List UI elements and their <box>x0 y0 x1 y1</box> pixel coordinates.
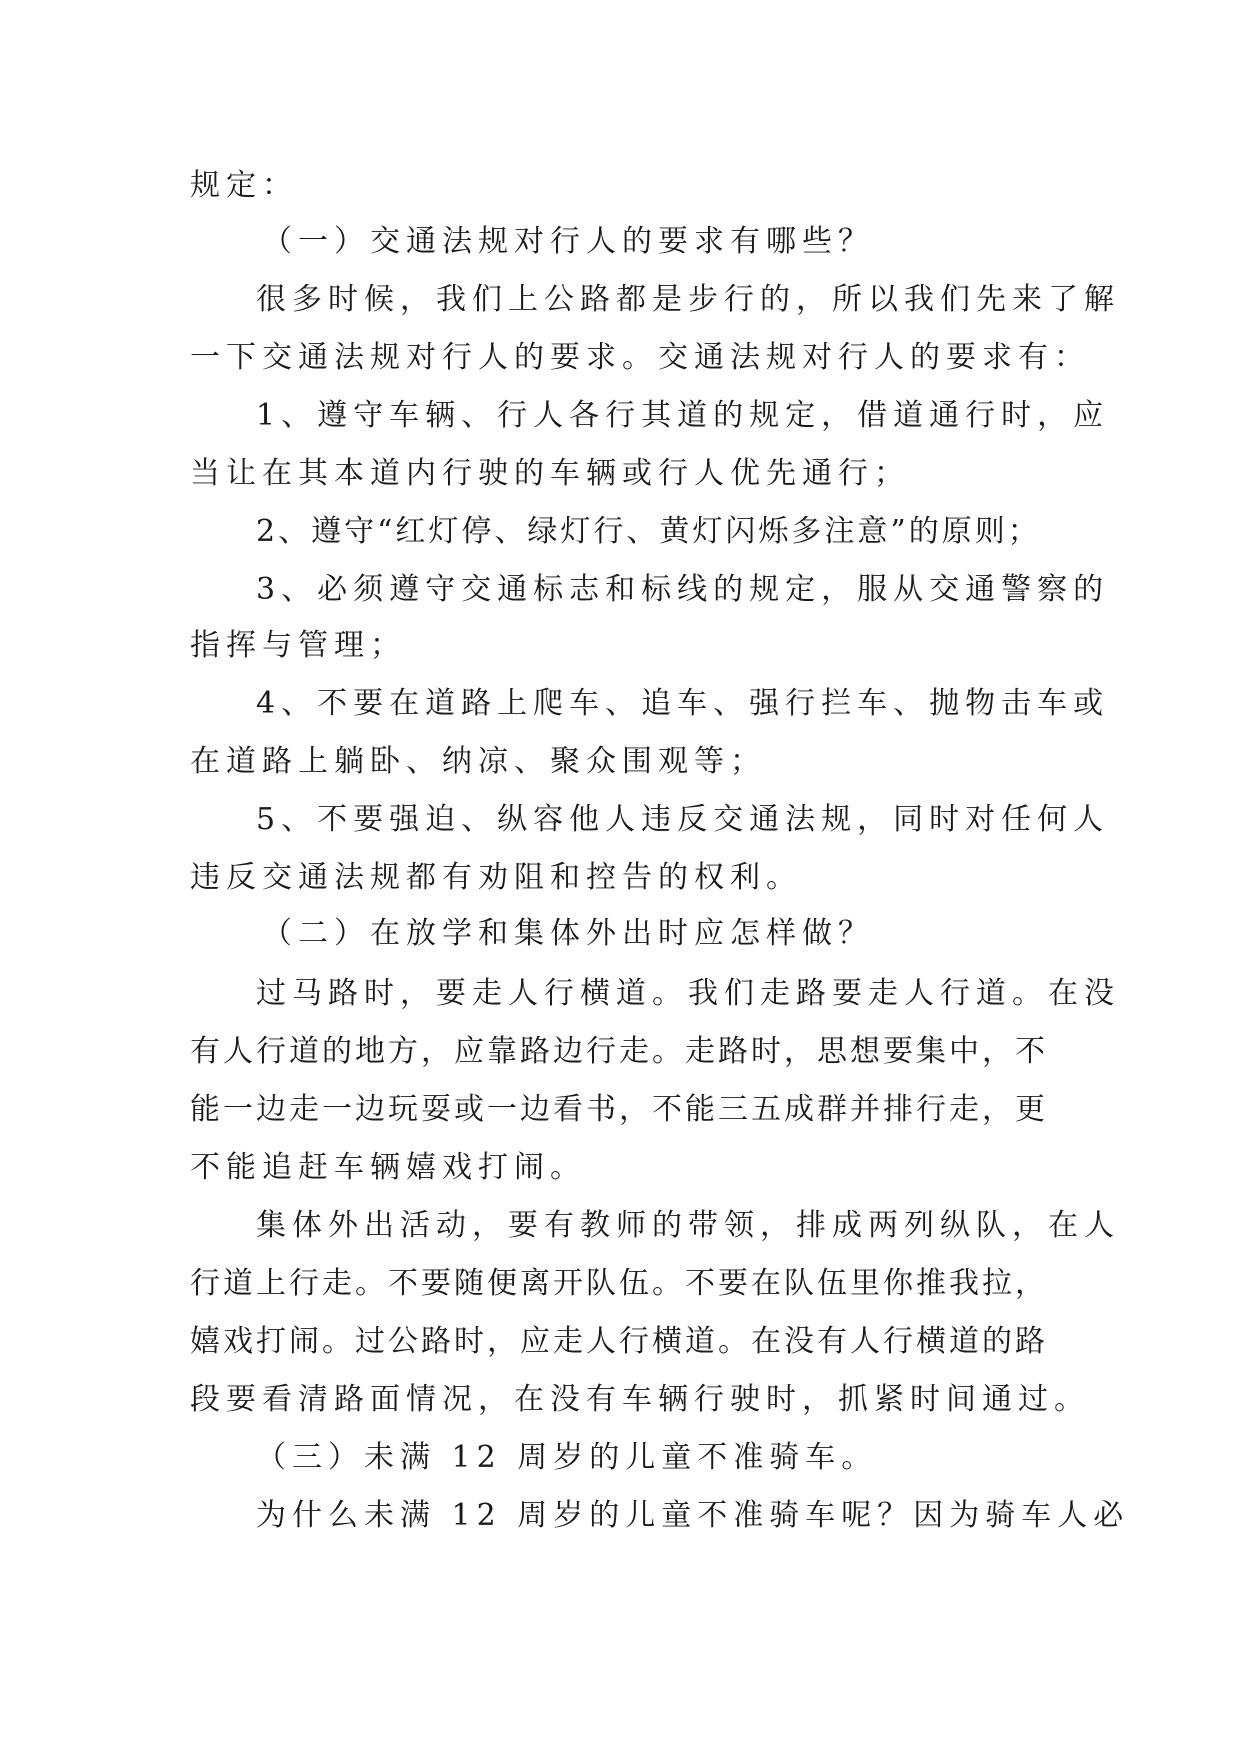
paragraph-line: 不能追赶车辆嬉戏打闹。 <box>190 1150 586 1185</box>
section-heading-1: （一）交通法规对行人的要求有哪些？ <box>262 224 874 259</box>
list-item-1: 1、遵守车辆、行人各行其道的规定，借道通行时，应 <box>256 398 1110 433</box>
paragraph-line: 行道上行走。不要随便离开队伍。不要在队伍里你推我拉， <box>190 1266 1048 1301</box>
list-item-2: 2、遵守“红灯停、绿灯行、黄灯闪烁多注意”的原则； <box>256 514 1041 549</box>
paragraph-line: 集体外出活动，要有教师的带领，排成两列纵队，在人 <box>256 1208 1120 1243</box>
list-item-3: 3、必须遵守交通标志和标线的规定，服从交通警察的 <box>256 572 1110 607</box>
section-heading-2: （二）在放学和集体外出时应怎样做？ <box>262 916 874 951</box>
paragraph-line: 当让在其本道内行驶的车辆或行人优先通行； <box>190 456 910 491</box>
paragraph-line: 指挥与管理； <box>190 628 406 663</box>
section-heading-3: （三）未满 12 周岁的儿童不准骑车。 <box>256 1440 878 1475</box>
paragraph-line: 为什么未满 12 周岁的儿童不准骑车呢？因为骑车人必 <box>256 1498 1130 1533</box>
list-item-4: 4、不要在道路上爬车、追车、强行拦车、抛物击车或 <box>256 686 1110 721</box>
paragraph-line: 在道路上躺卧、纳凉、聚众围观等； <box>190 744 766 779</box>
paragraph-line: 有人行道的地方，应靠路边行走。走路时，思想要集中，不 <box>190 1034 1048 1069</box>
list-item-5: 5、不要强迫、纵容他人违反交通法规，同时对任何人 <box>256 802 1110 837</box>
paragraph-line: 违反交通法规都有劝阻和控告的权利。 <box>190 860 802 895</box>
paragraph-line: 嬉戏打闹。过公路时，应走人行横道。在没有人行横道的路 <box>190 1324 1048 1359</box>
paragraph-line: 过马路时，要走人行横道。我们走路要走人行道。在没 <box>256 976 1120 1011</box>
paragraph-line: 规定： <box>190 168 298 203</box>
paragraph-line: 段要看清路面情况，在没有车辆行驶时，抓紧时间通过。 <box>190 1382 1090 1417</box>
paragraph-line: 很多时候，我们上公路都是步行的，所以我们先来了解 <box>256 282 1120 317</box>
paragraph-line: 一下交通法规对行人的要求。交通法规对行人的要求有： <box>190 340 1090 375</box>
paragraph-line: 能一边走一边玩耍或一边看书，不能三五成群并排行走，更 <box>190 1092 1048 1127</box>
